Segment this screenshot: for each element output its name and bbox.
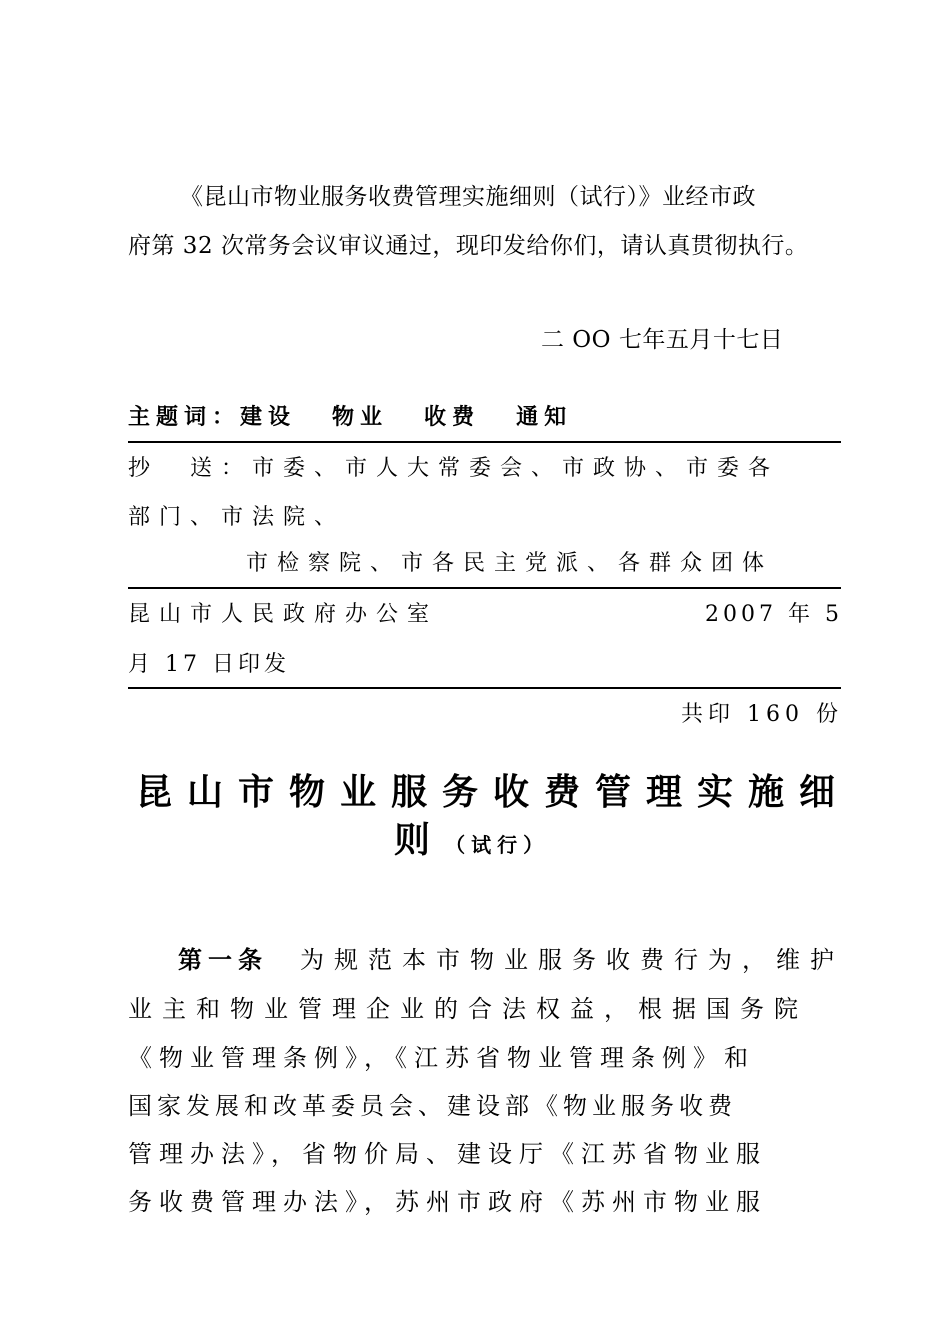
divider-middle bbox=[128, 587, 841, 589]
keyword-item: 物业 bbox=[332, 404, 389, 430]
intro-line-2: 府第 32 次常务会议审议通过，现印发给你们，请认真贯彻执行。 bbox=[128, 233, 809, 259]
article-1-line-1 bbox=[178, 945, 844, 974]
issuer-date-part1: 2007 年 5 bbox=[705, 602, 843, 627]
document-title-char: 则 bbox=[394, 819, 431, 861]
keyword-item: 通知 bbox=[516, 404, 573, 430]
article-1-line-2: 业主和物业管理企业的合法权益，根据国务院 bbox=[128, 995, 808, 1023]
copies-count: 共印 160 份 bbox=[681, 702, 843, 727]
cc-line-3: 市检察院、市各民主党派、各群众团体 bbox=[246, 551, 774, 576]
divider-top bbox=[128, 441, 841, 443]
article-1-line-4: 国家发展和改革委员会、建设部《物业服务收费 bbox=[128, 1092, 737, 1120]
cc-line-1: 抄 送：市委、市人大常委会、市政协、市委各 bbox=[128, 456, 780, 481]
cc-line-2: 部门、市法院、 bbox=[128, 505, 346, 530]
article-1-line-3: 《物业管理条例》，《江苏省物业管理条例》和 bbox=[128, 1044, 755, 1072]
divider-bottom bbox=[128, 687, 841, 689]
issuer-date-part2: 月 17 日印发 bbox=[128, 652, 290, 677]
article-1-line-6: 务收费管理办法》，苏州市政府《苏州市物业服 bbox=[128, 1188, 767, 1216]
keywords-row bbox=[128, 406, 572, 428]
document-title-note: （试行） bbox=[445, 833, 550, 857]
article-label: 第一条 bbox=[178, 945, 268, 974]
intro-line-1: 《昆山市物业服务收费管理实施细则（试行）》业经市政 bbox=[180, 184, 756, 210]
document-title-line-1: 昆山市物业服务收费管理实施细 bbox=[136, 771, 851, 813]
article-1-line-5: 管理办法》，省物价局、建设厅《江苏省物业服 bbox=[128, 1140, 767, 1168]
article-text: 为规范本市物业服务收费行为，维护 bbox=[300, 946, 844, 974]
document-date: 二 OO 七年五月十七日 bbox=[541, 327, 784, 353]
issuer-office: 昆山市人民政府办公室 bbox=[128, 602, 439, 627]
keywords-label: 主题词： bbox=[128, 404, 241, 430]
document-title-line-2 bbox=[394, 819, 550, 861]
keyword-item: 建设 bbox=[240, 404, 297, 430]
keyword-item: 收费 bbox=[424, 404, 481, 430]
